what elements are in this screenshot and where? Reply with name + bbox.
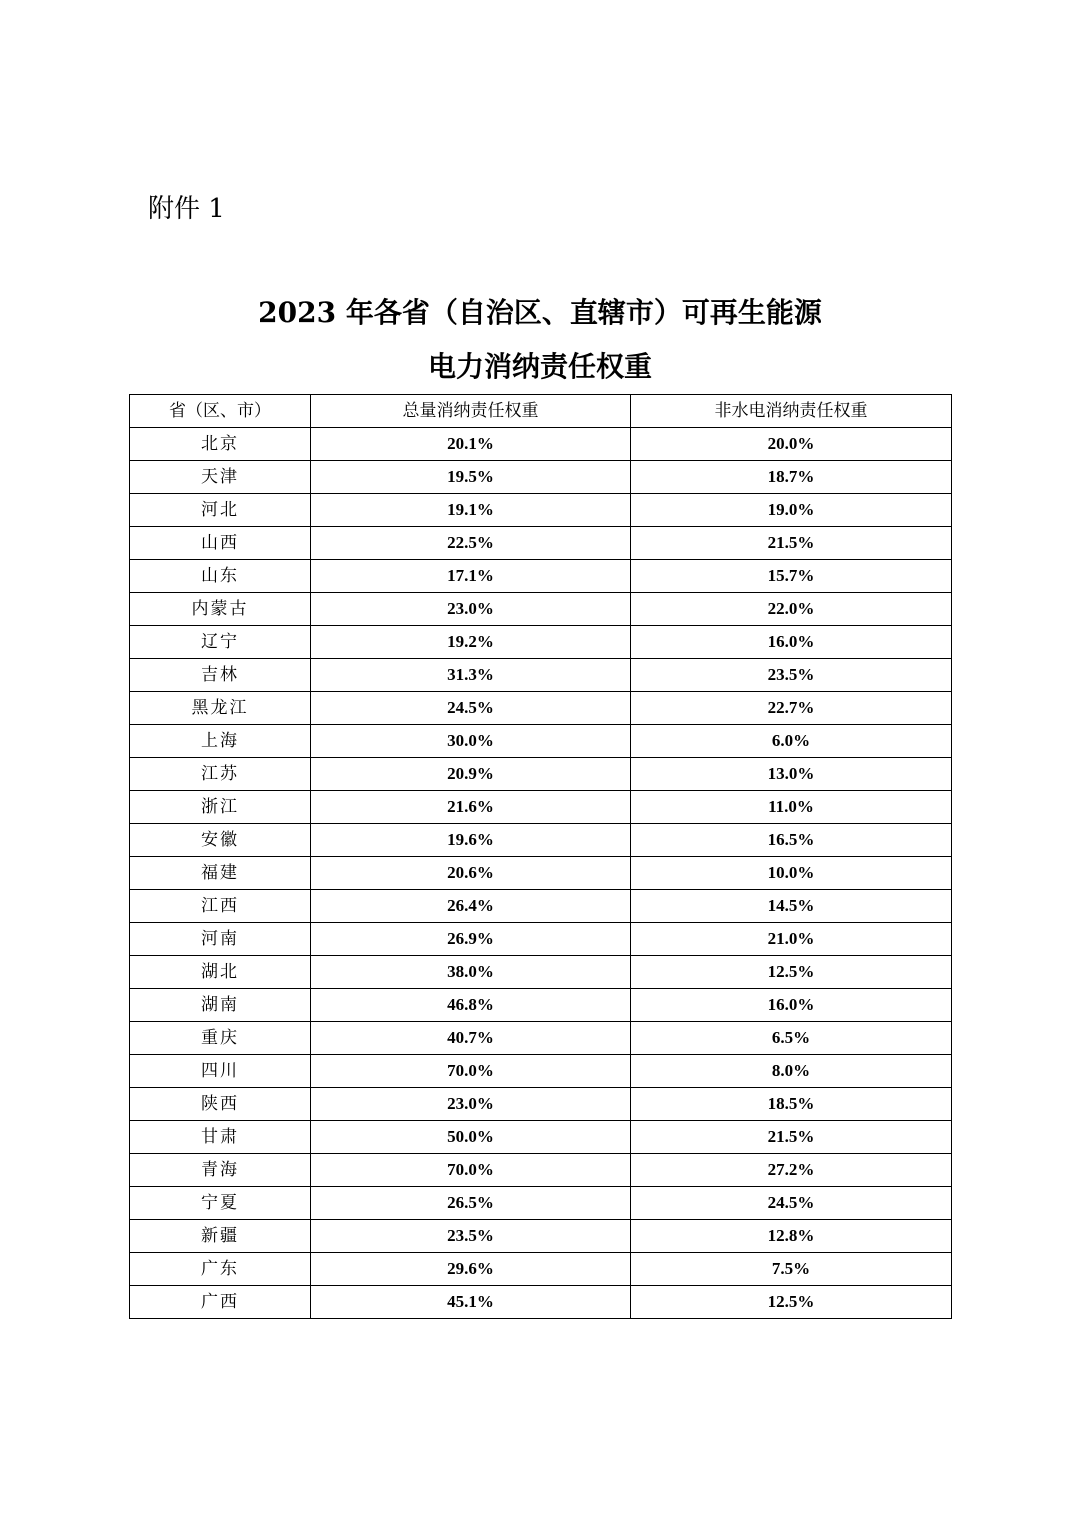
total-weight-cell: 22.5% [311, 527, 631, 560]
table-row [130, 1055, 952, 1088]
total-weight-cell: 23.0% [311, 593, 631, 626]
non-hydro-weight-cell: 7.5% [631, 1253, 952, 1286]
total-weight-cell: 20.6% [311, 857, 631, 890]
total-weight-cell: 24.5% [311, 692, 631, 725]
non-hydro-weight-cell: 12.5% [631, 1286, 952, 1319]
total-weight-cell: 19.1% [311, 494, 631, 527]
header-non-hydro-weight: 非水电消纳责任权重 [631, 395, 952, 428]
table-row [130, 560, 952, 593]
table-row [130, 956, 952, 989]
non-hydro-weight-cell: 18.7% [631, 461, 952, 494]
document-title-line-2: 电力消纳责任权重 [427, 350, 652, 383]
attachment-label: 附件 1 [148, 194, 225, 224]
table-row [130, 692, 952, 725]
table-row [130, 659, 952, 692]
province-cell: 湖北 [130, 956, 311, 989]
province-cell: 天津 [130, 461, 311, 494]
total-weight-cell: 21.6% [311, 791, 631, 824]
province-cell: 甘肃 [130, 1121, 311, 1154]
non-hydro-weight-cell: 14.5% [631, 890, 952, 923]
province-cell: 青海 [130, 1154, 311, 1187]
province-cell: 吉林 [130, 659, 311, 692]
non-hydro-weight-cell: 15.7% [631, 560, 952, 593]
province-cell: 江西 [130, 890, 311, 923]
province-cell: 新疆 [130, 1220, 311, 1253]
responsibility-weights-table [129, 394, 952, 1319]
table-row [130, 989, 952, 1022]
total-weight-cell: 29.6% [311, 1253, 631, 1286]
table-header-row [130, 395, 952, 428]
table-row [130, 857, 952, 890]
total-weight-cell: 45.1% [311, 1286, 631, 1319]
total-weight-cell: 46.8% [311, 989, 631, 1022]
non-hydro-weight-cell: 10.0% [631, 857, 952, 890]
total-weight-cell: 40.7% [311, 1022, 631, 1055]
non-hydro-weight-cell: 6.5% [631, 1022, 952, 1055]
table-row [130, 1088, 952, 1121]
province-cell: 山东 [130, 560, 311, 593]
non-hydro-weight-cell: 6.0% [631, 725, 952, 758]
province-cell: 河北 [130, 494, 311, 527]
non-hydro-weight-cell: 13.0% [631, 758, 952, 791]
total-weight-cell: 70.0% [311, 1154, 631, 1187]
total-weight-cell: 70.0% [311, 1055, 631, 1088]
table-row [130, 791, 952, 824]
non-hydro-weight-cell: 19.0% [631, 494, 952, 527]
total-weight-cell: 23.0% [311, 1088, 631, 1121]
total-weight-cell: 17.1% [311, 560, 631, 593]
province-cell: 内蒙古 [130, 593, 311, 626]
non-hydro-weight-cell: 20.0% [631, 428, 952, 461]
table-row [130, 923, 952, 956]
province-cell: 湖南 [130, 989, 311, 1022]
table-row [130, 890, 952, 923]
province-cell: 浙江 [130, 791, 311, 824]
non-hydro-weight-cell: 22.7% [631, 692, 952, 725]
province-cell: 上海 [130, 725, 311, 758]
province-cell: 广东 [130, 1253, 311, 1286]
non-hydro-weight-cell: 16.5% [631, 824, 952, 857]
table-row [130, 527, 952, 560]
non-hydro-weight-cell: 8.0% [631, 1055, 952, 1088]
table-row [130, 1121, 952, 1154]
table-row [130, 593, 952, 626]
total-weight-cell: 38.0% [311, 956, 631, 989]
total-weight-cell: 19.6% [311, 824, 631, 857]
province-cell: 黑龙江 [130, 692, 311, 725]
non-hydro-weight-cell: 24.5% [631, 1187, 952, 1220]
total-weight-cell: 19.2% [311, 626, 631, 659]
table-row [130, 725, 952, 758]
non-hydro-weight-cell: 12.8% [631, 1220, 952, 1253]
non-hydro-weight-cell: 21.5% [631, 527, 952, 560]
non-hydro-weight-cell: 18.5% [631, 1088, 952, 1121]
non-hydro-weight-cell: 11.0% [631, 791, 952, 824]
header-total-weight: 总量消纳责任权重 [311, 395, 631, 428]
non-hydro-weight-cell: 23.5% [631, 659, 952, 692]
non-hydro-weight-cell: 27.2% [631, 1154, 952, 1187]
province-cell: 福建 [130, 857, 311, 890]
province-cell: 山西 [130, 527, 311, 560]
province-cell: 陕西 [130, 1088, 311, 1121]
table-row [130, 494, 952, 527]
province-cell: 河南 [130, 923, 311, 956]
table-row [130, 428, 952, 461]
non-hydro-weight-cell: 16.0% [631, 626, 952, 659]
table-row [130, 1154, 952, 1187]
total-weight-cell: 20.9% [311, 758, 631, 791]
table-row [130, 758, 952, 791]
total-weight-cell: 19.5% [311, 461, 631, 494]
table-row [130, 1022, 952, 1055]
province-cell: 北京 [130, 428, 311, 461]
province-cell: 四川 [130, 1055, 311, 1088]
province-cell: 广西 [130, 1286, 311, 1319]
total-weight-cell: 26.5% [311, 1187, 631, 1220]
total-weight-cell: 31.3% [311, 659, 631, 692]
header-province: 省（区、市） [130, 395, 311, 428]
document-title-line-1: 2023 年各省（自治区、直辖市）可再生能源 [258, 296, 822, 329]
province-cell: 宁夏 [130, 1187, 311, 1220]
total-weight-cell: 50.0% [311, 1121, 631, 1154]
table-body [130, 428, 952, 1319]
table-row [130, 1286, 952, 1319]
non-hydro-weight-cell: 21.0% [631, 923, 952, 956]
total-weight-cell: 20.1% [311, 428, 631, 461]
province-cell: 江苏 [130, 758, 311, 791]
non-hydro-weight-cell: 16.0% [631, 989, 952, 1022]
table-row [130, 1220, 952, 1253]
total-weight-cell: 26.4% [311, 890, 631, 923]
total-weight-cell: 23.5% [311, 1220, 631, 1253]
non-hydro-weight-cell: 12.5% [631, 956, 952, 989]
non-hydro-weight-cell: 22.0% [631, 593, 952, 626]
total-weight-cell: 30.0% [311, 725, 631, 758]
province-cell: 重庆 [130, 1022, 311, 1055]
total-weight-cell: 26.9% [311, 923, 631, 956]
table-row [130, 824, 952, 857]
province-cell: 安徽 [130, 824, 311, 857]
table-row [130, 461, 952, 494]
table-row [130, 1253, 952, 1286]
table-row [130, 626, 952, 659]
province-cell: 辽宁 [130, 626, 311, 659]
table-row [130, 1187, 952, 1220]
non-hydro-weight-cell: 21.5% [631, 1121, 952, 1154]
